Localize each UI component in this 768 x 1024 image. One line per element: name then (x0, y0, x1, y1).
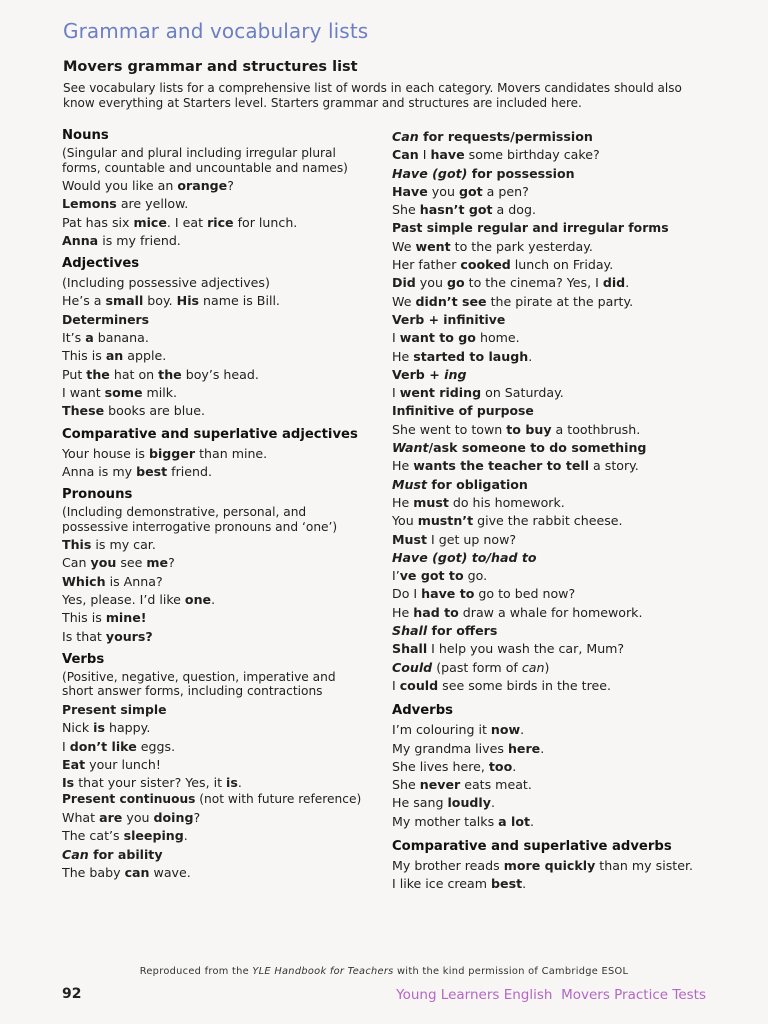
credit-book-title: YLE Handbook for Teachers (252, 966, 394, 977)
example-line: (Including possessive adjectives) (62, 275, 270, 291)
subheading: Present simple (62, 701, 167, 717)
grammar-group (392, 839, 722, 894)
example-line: Have you got a pen? (392, 183, 529, 199)
example-line: Is that your sister? Yes, it is. (62, 775, 242, 791)
example-line: She went to town to buy a toothbrush. (392, 421, 641, 437)
example-line: He wants the teacher to tell a story. (392, 458, 639, 474)
example-line: I’m colouring it now. (392, 722, 525, 738)
example-line: Anna is my friend. (62, 232, 181, 248)
example-line: I don’t like eggs. (62, 738, 176, 754)
right-column (392, 128, 722, 894)
example-line: Can for ability (62, 846, 163, 862)
example-line: The baby can wave. (62, 864, 191, 880)
example-line: Put the hat on the boy’s head. (62, 366, 259, 382)
example-line: Verb + ing (392, 366, 467, 382)
example-line: Nick is happy. (62, 720, 151, 736)
example-line: My grandma lives here. (392, 740, 545, 756)
book-title-name: Movers Practice Tests (561, 987, 706, 1003)
example-line: We didn’t see the pirate at the party. (392, 293, 634, 309)
example-line: Which is Anna? (62, 573, 163, 589)
example-line: Can I have some birthday cake? (392, 147, 600, 163)
example-line: I could see some birds in the tree. (392, 677, 611, 693)
credit-suffix: with the kind permission of Cambridge ESOL (393, 966, 629, 977)
example-line: My mother talks a lot. (392, 813, 535, 829)
example-line: We went to the park yesterday. (392, 238, 593, 254)
example-line: Is that yours? (62, 628, 153, 644)
group-heading: Pronouns (62, 487, 133, 503)
example-line: Must for obligation (392, 476, 528, 492)
example-line: Eat your lunch! (62, 756, 161, 772)
grammar-group (62, 256, 362, 420)
grammar-group (62, 427, 362, 482)
footer-book-title (396, 987, 706, 1003)
group-heading: Comparative and superlative adjectives (62, 426, 358, 442)
example-line: He sang loudly. (392, 795, 495, 811)
example-line: This is my car. (62, 537, 156, 553)
example-line: Anna is my best friend. (62, 463, 213, 479)
example-line: Have (got) for possession (392, 165, 575, 181)
note-text: (Positive, negative, question, imperative and short answer forms, including contractions (62, 669, 336, 699)
example-line: He started to laugh. (392, 348, 533, 364)
example-line: Pat has six mice. I eat rice for lunch. (62, 214, 298, 230)
example-line: Lemons are yellow. (62, 196, 189, 212)
example-line: She lives here, too. (392, 758, 517, 774)
page-title: Grammar and vocabulary lists (63, 19, 369, 43)
example-line: The cat’s sleeping. (62, 828, 188, 844)
example-line: She hasn’t got a dog. (392, 202, 536, 218)
example-line: You mustn’t give the rabbit cheese. (392, 513, 623, 529)
example-line: This is an apple. (62, 348, 167, 364)
example-line: Want/ask someone to do something (392, 440, 647, 456)
grammar-group (392, 128, 722, 695)
example-line: Can you see me? (62, 555, 175, 571)
note-text: Present continuous (not with future reference) (62, 792, 362, 807)
example-line: I went riding on Saturday. (392, 385, 564, 401)
example-line: Shall for offers (392, 623, 498, 639)
group-heading: Adjectives (62, 256, 140, 272)
example-line: Can for requests/permission (392, 129, 593, 144)
example-line: Yes, please. I’d like one. (62, 592, 216, 608)
example-line: My brother reads more quickly than my sister. (392, 857, 693, 873)
example-line: I like ice cream best. (392, 876, 527, 892)
example-line: I want some milk. (62, 384, 178, 400)
page-number: 92 (62, 986, 82, 1002)
note-text: (Including demonstrative, personal, and possessive interrogative pronouns and ‘one’) (62, 505, 338, 534)
note-text: (Singular and plural including irregular plural forms, countable and uncountable and names) (62, 146, 348, 175)
left-column (62, 128, 362, 882)
intro-paragraph: See vocabulary lists for a comprehensive list of words in each category. Movers candidates should also know everything at Starters level. Starters grammar and structures are included here. (63, 81, 682, 110)
example-line: What are you doing? (62, 809, 201, 825)
example-line: Shall I help you wash the car, Mum? (392, 641, 625, 657)
subheading: Past simple regular and irregular forms (392, 220, 669, 236)
group-heading: Nouns (62, 128, 109, 143)
subheading: Verb + infinitive (392, 311, 506, 327)
credit-prefix: Reproduced from the (139, 966, 253, 977)
group-heading: Adverbs (392, 703, 453, 719)
group-heading: Verbs (62, 651, 105, 667)
example-line: Did you go to the cinema? Yes, I did. (392, 275, 630, 291)
section-title: Movers grammar and structures list (63, 59, 358, 75)
example-line: Your house is bigger than mine. (62, 445, 268, 461)
grammar-group (62, 128, 362, 250)
example-line: I want to go home. (392, 330, 520, 346)
example-line: She never eats meat. (392, 777, 532, 793)
example-line: Must I get up now? (392, 531, 517, 547)
example-line: He’s a small boy. His name is Bill. (62, 293, 280, 309)
group-heading: Comparative and superlative adverbs (392, 838, 672, 854)
grammar-group (62, 652, 362, 882)
example-line: These books are blue. (62, 403, 206, 419)
example-line: He had to draw a whale for homework. (392, 604, 643, 620)
example-line: Do I have to go to bed now? (392, 586, 576, 602)
example-line: Have (got) to/had to (392, 549, 537, 565)
book-title-series: Young Learners English (396, 987, 553, 1003)
example-line: Could (past form of can) (392, 659, 550, 675)
subheading: Infinitive of purpose (392, 403, 534, 419)
example-line: He must do his homework. (392, 494, 565, 510)
example-line: Her father cooked lunch on Friday. (392, 257, 614, 273)
example-line: Would you like an orange? (62, 178, 234, 193)
grammar-group (62, 487, 362, 646)
example-line: This is mine! (62, 610, 147, 626)
grammar-group (392, 703, 722, 831)
example-line: I’ve got to go. (392, 568, 488, 584)
subheading: Determiners (62, 311, 149, 327)
footer-credit (0, 966, 768, 977)
example-line: It’s a banana. (62, 330, 149, 346)
